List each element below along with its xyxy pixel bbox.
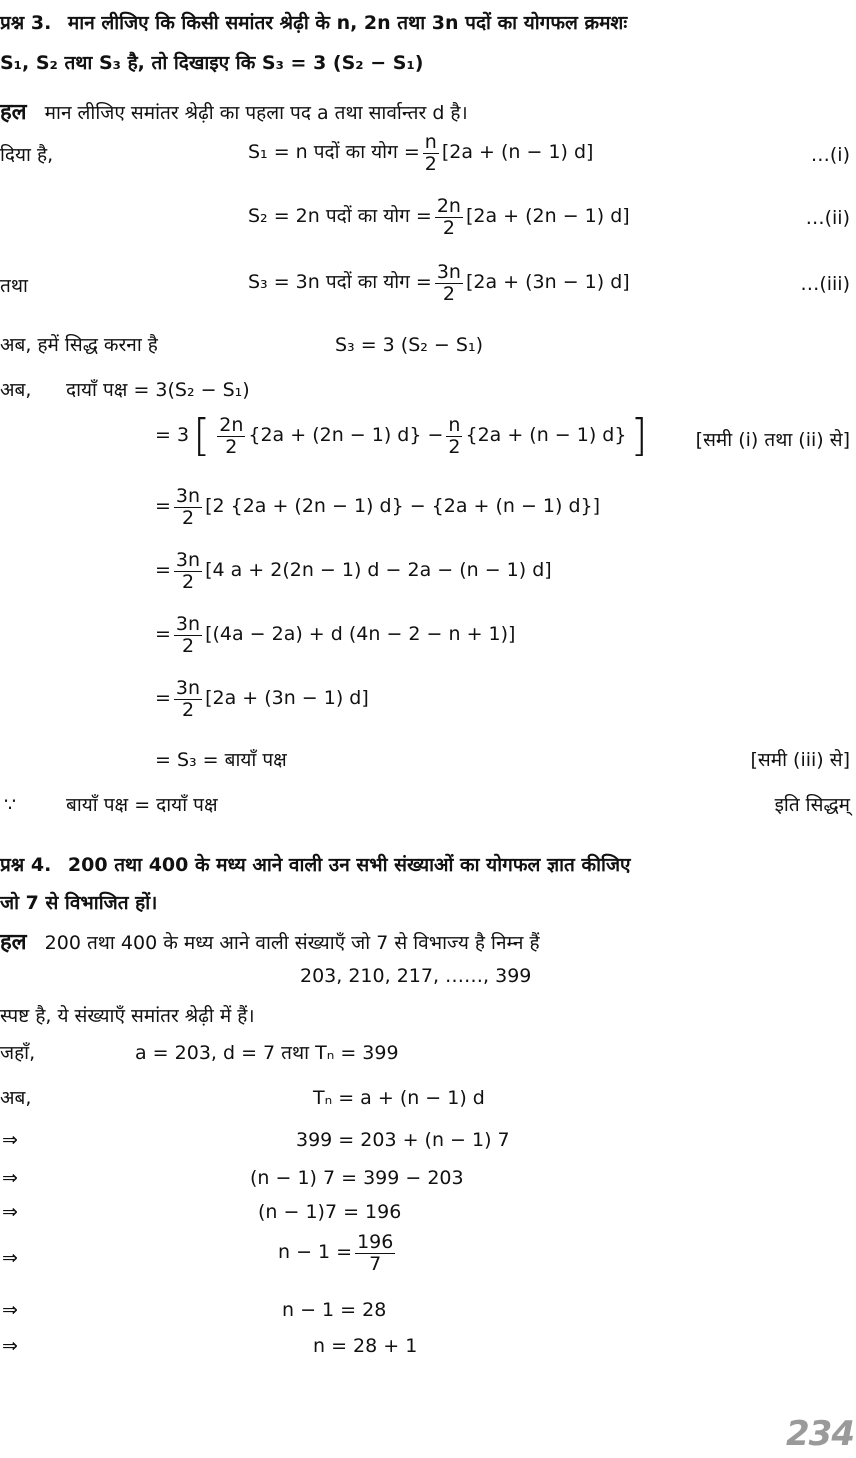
- fraction: $\frac{2n}{2}$: [436, 195, 461, 239]
- equation-tag-ii: …(ii): [805, 207, 850, 229]
- equation-e5: n − 1 = 28: [282, 1299, 387, 1321]
- equation-s3: [248, 262, 630, 305]
- step-2: = $\frac{3n}{2}$ [2 {2a + (2n − 1) d} − {2a + (n − 1) d}]: [155, 485, 601, 529]
- equation-s2: [248, 196, 630, 239]
- since-symbol: ∵: [4, 794, 17, 816]
- question-3-label: प्रश्न 3.: [0, 12, 52, 34]
- equation-s3-lhs: S₃ = 3n पदों का योग =: [248, 271, 432, 294]
- fraction: $\frac{3n}{2}$: [175, 677, 201, 721]
- to-prove-equation: S₃ = 3 (S₂ − S₁): [335, 334, 483, 356]
- fraction: $\frac{3n}{2}$: [175, 549, 201, 593]
- given-label: दिया है,: [0, 144, 54, 166]
- solution-4-intro-text: 200 तथा 400 के मध्य आने वाली संख्याएँ जो 7 से विभाज्य है निम्न हैं: [44, 932, 540, 954]
- step-5: = $\frac{3n}{2}$ [2a + (3n − 1) d]: [155, 677, 369, 721]
- step-6: = S₃ = बायाँ पक्ष: [155, 749, 287, 771]
- now-label: अब,: [0, 379, 32, 401]
- step-5-rhs: [2a + (3n − 1) d]: [205, 687, 369, 710]
- question-4-line-1: [0, 855, 631, 877]
- step-2-rhs: [2 {2a + (2n − 1) d} − {2a + (n − 1) d}]: [205, 495, 601, 518]
- solution-4-intro: [0, 930, 540, 955]
- step-6-reference: [समी (iii) से]: [750, 749, 850, 771]
- implies-arrow: ⇒: [2, 1335, 18, 1357]
- equation-s1-rhs: [2a + (n − 1) d]: [441, 141, 594, 164]
- sequence: 203, 210, 217, ……, 399: [300, 965, 532, 987]
- fraction: $\frac{2n}{2}$: [219, 413, 244, 458]
- equation-tag-i: …(i): [810, 144, 850, 166]
- bracket-close: ]: [630, 410, 648, 461]
- conclusion: बायाँ पक्ष = दायाँ पक्ष: [66, 794, 218, 816]
- equation-s1-lhs: S₁ = n पदों का योग =: [248, 141, 420, 164]
- bracket-open: [: [193, 410, 211, 461]
- step-3: = $\frac{3n}{2}$ [4 a + 2(2n − 1) d − 2a − (n − 1) d]: [155, 549, 552, 593]
- fraction: $\frac{196}{7}$: [357, 1231, 394, 1275]
- rhs-start: दायाँ पक्ष = 3(S₂ − S₁): [66, 379, 250, 401]
- solution-3-intro-text: मान लीजिए समांतर श्रेढ़ी का पहला पद a तथा सार्वान्तर d है।: [44, 102, 468, 124]
- ap-note: स्पष्ट है, ये संख्याएँ समांतर श्रेढ़ी में हैं।: [0, 1005, 255, 1027]
- implies-arrow: ⇒: [2, 1201, 18, 1223]
- fraction: $\frac{3n}{2}$: [175, 485, 201, 529]
- equation-s2-rhs: [2a + (2n − 1) d]: [465, 205, 630, 228]
- question-4-text: 200 तथा 400 के मध्य आने वाली उन सभी संख्याओं का योगफल ज्ञात कीजिए: [67, 854, 631, 876]
- equation-e4-lhs: n − 1 =: [278, 1241, 353, 1264]
- tn-equation: Tₙ = a + (n − 1) d: [313, 1087, 485, 1109]
- equation-tag-iii: …(iii): [800, 273, 850, 295]
- step-1-end: {2a + (n − 1) d}: [465, 424, 627, 447]
- equation-e6: n = 28 + 1: [313, 1335, 418, 1357]
- where-label: जहाँ,: [0, 1042, 36, 1064]
- step-1-middle: {2a + (2n − 1) d} −: [248, 424, 444, 447]
- equation-e2: (n − 1) 7 = 399 − 203: [250, 1167, 464, 1189]
- page-number: 234: [786, 1414, 854, 1454]
- implies-arrow: ⇒: [2, 1167, 18, 1189]
- and-label: तथा: [0, 275, 28, 297]
- implies-arrow: ⇒: [2, 1299, 18, 1321]
- step-4-rhs: [(4a − 2a) + d (4n − 2 − n + 1)]: [205, 623, 516, 646]
- question-4-line-2: जो 7 से विभाजित हों।: [0, 892, 158, 914]
- fraction: $\frac{n}{2}$: [448, 413, 461, 458]
- equation-e1: 399 = 203 + (n − 1) 7: [296, 1129, 510, 1151]
- implies-arrow: ⇒: [2, 1129, 18, 1151]
- equation-e3: (n − 1)7 = 196: [258, 1201, 402, 1223]
- where-equation: a = 203, d = 7 तथा Tₙ = 399: [135, 1042, 399, 1064]
- fraction: $\frac{n}{2}$: [424, 131, 437, 175]
- question-3-line-1: [0, 13, 627, 35]
- equation-s3-rhs: [2a + (3n − 1) d]: [465, 271, 630, 294]
- to-prove-label: अब, हमें सिद्ध करना है: [0, 334, 158, 356]
- step-1: [155, 410, 652, 461]
- fraction: $\frac{3n}{2}$: [436, 261, 461, 305]
- solution-3-label: हल: [0, 99, 27, 125]
- question-4-label: प्रश्न 4.: [0, 854, 52, 876]
- equation-s1: [248, 132, 593, 175]
- step-4: = $\frac{3n}{2}$ [(4a − 2a) + d (4n − 2 − n + 1)]: [155, 613, 516, 657]
- equation-e4: [278, 1232, 398, 1275]
- now-label-2: अब,: [0, 1087, 32, 1109]
- step-1-prefix: = 3: [155, 424, 190, 447]
- question-3-line-2: S₁, S₂ तथा S₃ है, तो दिखाइए कि S₃ = 3 (S₂ − S₁): [0, 52, 424, 74]
- step-3-rhs: [4 a + 2(2n − 1) d − 2a − (n − 1) d]: [205, 559, 552, 582]
- qed-label: इति सिद्धम्: [774, 794, 850, 816]
- implies-arrow: ⇒: [2, 1247, 18, 1269]
- step-1-reference: [समी (i) तथा (ii) से]: [695, 429, 850, 451]
- fraction: $\frac{3n}{2}$: [175, 613, 201, 657]
- equation-s2-lhs: S₂ = 2n पदों का योग =: [248, 205, 432, 228]
- solution-3-intro: [0, 100, 468, 125]
- solution-4-label: हल: [0, 929, 27, 955]
- question-3-text: मान लीजिए कि किसी समांतर श्रेढ़ी के n, 2n तथा 3n पदों का योगफल क्रमशः: [67, 12, 628, 34]
